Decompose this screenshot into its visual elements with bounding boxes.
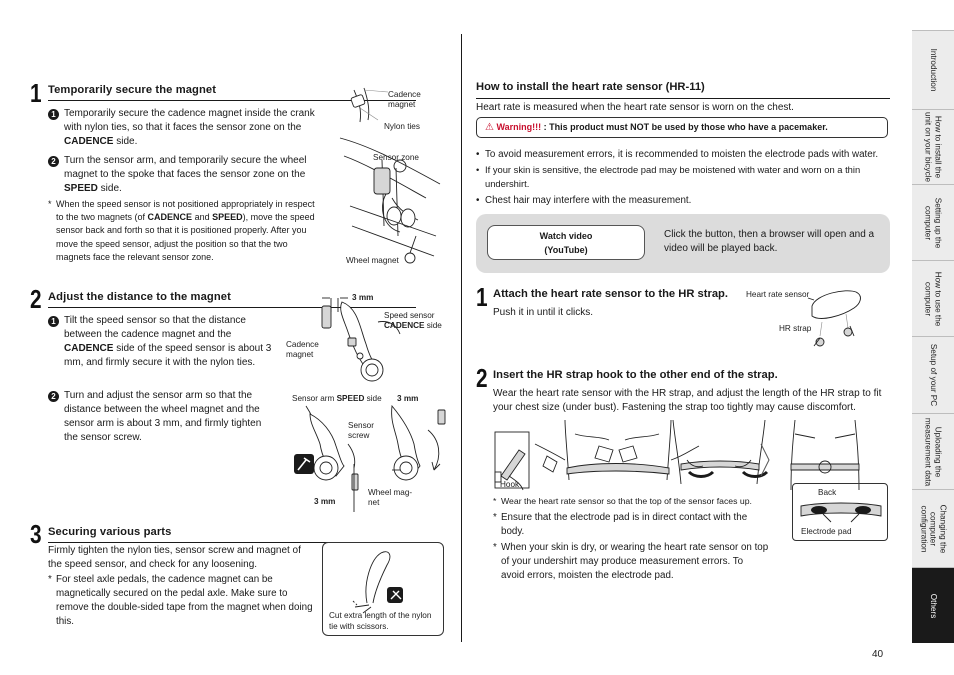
label-cadence-magnet-2: Cadence magnet <box>286 340 319 359</box>
label-sensor-zone: Sensor zone <box>373 153 419 162</box>
hr-step-1-body: Push it in until it clicks. <box>493 307 594 318</box>
step-2-item-1: 1 Tilt the speed sensor so that the distance between the cadence magnet and the CADENCE side of the speed sensor is about 3 mm, and firmly secure it with the nylon ties. <box>48 314 272 370</box>
step-1-title: Temporarily secure the magnet <box>48 83 416 101</box>
warning-box <box>476 117 888 138</box>
cut-nylon-tie-box <box>322 542 444 636</box>
step-2-number: 2 <box>30 284 42 314</box>
step-1-number: 1 <box>30 78 42 108</box>
tab-introduction[interactable]: Introduction <box>912 30 954 109</box>
tab-install-on-bicycle[interactable]: How to install the unit on your bicycle <box>912 109 954 184</box>
label-wheel-magnet-2: Wheel mag- net <box>368 488 413 507</box>
section-title: How to install the heart rate sensor (HR-11) <box>476 80 890 99</box>
hr-step-1-title: Attach the heart rate sensor to the HR strap. <box>493 288 728 300</box>
label-cadence-magnet-1: Cadence magnet <box>388 90 421 109</box>
watch-video-button[interactable]: Watch video (YouTube) <box>487 225 645 260</box>
section-intro: Heart rate is measured when the heart rate sensor is worn on the chest. <box>476 102 794 113</box>
step-2-title: Adjust the distance to the magnet <box>48 290 416 308</box>
label-electrode-pad: Electrode pad <box>801 527 852 536</box>
hr-sensor-attach-illustration <box>806 286 866 356</box>
label-heart-rate-sensor: Heart rate sensor <box>746 290 810 299</box>
step-1-item-1: 1 Temporarily secure the cadence magnet inside the crank with nylon ties, so that it faces the sensor zone on the CADENCE side. <box>48 107 320 149</box>
label-wheel-magnet-1: Wheel magnet <box>346 256 399 265</box>
bullet-1: • To avoid measurement errors, it is recommended to moisten the electrode pads with water. <box>476 149 879 160</box>
step-3-body: Firmly tighten the nylon ties, sensor screw and magnet of the speed sensor, and check for any loosening. <box>48 545 301 570</box>
page-number: 40 <box>872 649 884 660</box>
label-speed-sensor: Speed sensor <box>384 311 435 320</box>
hr-note-3: * When your skin is dry, or wearing the heart rate sensor on top of your undershirt may produce measurement errors. To avoid errors, moisten the electrode pad. <box>493 542 769 581</box>
tab-uploading-data[interactable]: Uploading the measurement data <box>912 413 954 489</box>
hr-note-1: * Wear the heart rate sensor so that the top of the sensor faces up. <box>493 496 752 506</box>
tab-setup-pc[interactable]: Setup of your PC <box>912 336 954 413</box>
bullet-2: • If your skin is sensitive, the electrode pad may be moistened with water and worn on a thin undershirt. <box>476 164 861 189</box>
cut-caption: Cut extra length of the nylon tie with scissors. <box>329 611 432 631</box>
step-1-item-2-num: 2 <box>48 156 59 167</box>
step-1-note: * When the speed sensor is not positioned appropriately in respect to the two magnets (of CADENCE and SPEED), move the speed sensor back and forth so that it is positioned properly. After you move the speed sensor, adjust the position so that the two magnets face the relevant sensor zone. <box>48 199 315 262</box>
label-sensor-screw: Sensor screw <box>348 421 374 440</box>
step-3-note: * For steel axle pedals, the cadence magnet can be magnetically secured on the pedal axle. Make sure to remove the double-sided tape from the magnet when doing this. <box>48 574 313 627</box>
step-1-item-2: 2 Turn the sensor arm, and temporarily secure the wheel magnet to the spoke that faces the sensor zone on the SPEED side. <box>48 154 320 196</box>
label-3mm-c: 3 mm <box>314 497 336 506</box>
label-3mm-b: 3 mm <box>397 394 419 403</box>
hr-step-2-number: 2 <box>476 363 488 393</box>
tab-setting-up[interactable]: Setting up the computer <box>912 184 954 260</box>
step-2-item-2: 2 Turn and adjust the sensor arm so that the distance between the wheel magnet and the sensor arm is about 3 mm, and firmly tighten the sensor screw. <box>48 389 272 445</box>
step-2-item-2-num: 2 <box>48 391 59 402</box>
chapter-tabs <box>912 30 954 643</box>
warning-triangle-icon: ⚠ <box>485 122 494 133</box>
label-nylon-ties: Nylon ties <box>384 122 420 131</box>
label-sensor-arm-speed-side: Sensor arm SPEED side <box>292 394 382 403</box>
tab-others[interactable]: Others <box>912 567 954 643</box>
warning-text: : This product must NOT be used by those who have a pacemaker. <box>541 122 828 132</box>
hr-step-1-number: 1 <box>476 282 488 312</box>
step-2-item-1-num: 1 <box>48 316 59 327</box>
label-hr-strap: HR strap <box>779 324 812 333</box>
label-back: Back <box>818 488 837 497</box>
tab-how-to-use[interactable]: How to use the computer <box>912 260 954 336</box>
bullet-3: • Chest hair may interfere with the measurement. <box>476 195 692 206</box>
column-divider <box>461 34 462 642</box>
video-description: Click the button, then a browser will open and a video will be played back. <box>664 229 875 254</box>
warning-label: Warning!!! <box>496 122 542 132</box>
step-3-title: Securing various parts <box>48 525 416 543</box>
tab-changing-config[interactable]: Changing the computer configuration <box>912 489 954 567</box>
step-1-item-1-num: 1 <box>48 109 59 120</box>
magnet-install-illustration <box>330 86 450 276</box>
hr-step-2-title: Insert the HR strap hook to the other end of the strap. <box>493 369 778 381</box>
label-cadence-side: CADENCE side <box>384 321 442 330</box>
label-hook: Hook <box>500 480 520 489</box>
video-panel <box>476 214 890 273</box>
hr-note-2: * Ensure that the electrode pad is in direct contact with the body. <box>493 512 748 537</box>
electrode-pad-box <box>792 483 888 541</box>
hr-step-2-body: Wear the heart rate sensor with the HR strap, and adjust the length of the HR strap to fit your chest size (under bust). Fastening the strap too tightly may cause discomfort. <box>493 388 882 413</box>
step-3-number: 3 <box>30 519 42 549</box>
label-3mm-a: 3 mm <box>352 293 374 302</box>
